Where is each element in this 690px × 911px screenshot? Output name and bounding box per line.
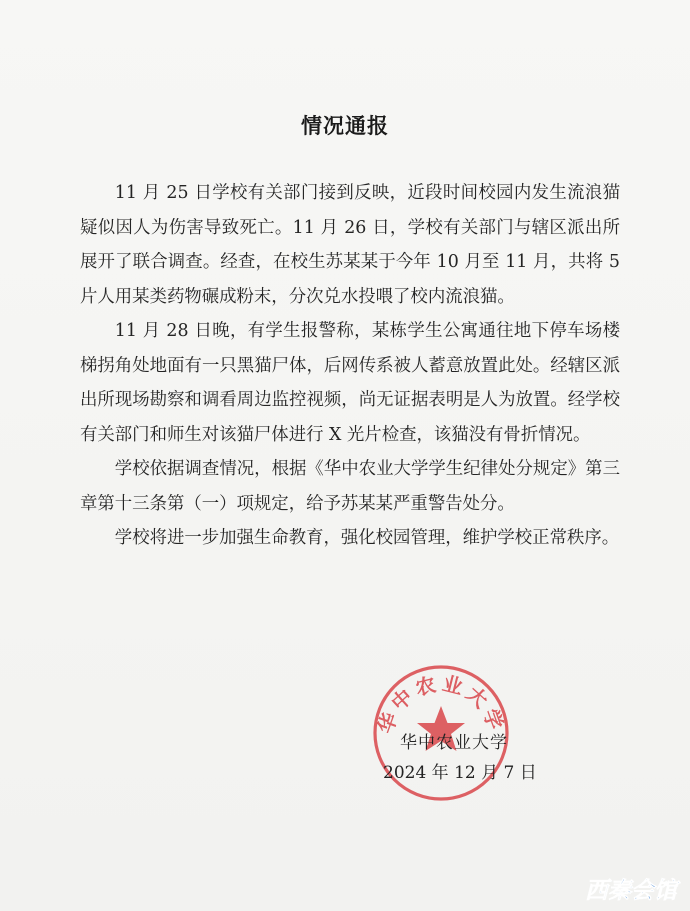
document-title: 情况通报 bbox=[301, 113, 389, 138]
signature-organization: 华中农业大学 bbox=[400, 733, 508, 753]
paragraph-2: 11 月 28 日晚，有学生报警称，某栋学生公寓通往地下停车场楼梯拐角处地面有一只黑猫尸体，后网传系被人蓄意放置此处。经辖区派出所现场勘察和调看周边监控视频，尚无证据表明是人为放置。经学校有关部门和师生对该猫尸体进行 X 光片检查，该猫没有骨折情况。 bbox=[80, 321, 620, 445]
paragraph-4: 学校将进一步加强生命教育，强化校园管理，维护学校正常秩序。 bbox=[114, 528, 620, 548]
paragraph-3: 学校依据调查情况，根据《华中农业大学学生纪律处分规定》第三章第十三条第（一）项规定，给予苏某某严重警告处分。 bbox=[80, 459, 620, 514]
watermark-text: 西秦会馆 bbox=[585, 878, 677, 904]
seal-text-path: 华中农业大学 bbox=[372, 671, 510, 737]
watermark-logo bbox=[578, 872, 684, 906]
document-body bbox=[80, 176, 620, 556]
signature-date: 2024 年 12 月 7 日 bbox=[383, 763, 537, 783]
paragraph-1: 11 月 25 日学校有关部门接到反映，近段时间校园内发生流浪猫疑似因人为伤害导致死亡。11 月 26 日，学校有关部门与辖区派出所展开了联合调查。经查，在校生苏某某于今年 10 月至 11 月，共将 5 片人用某类药物碾成粉末，分次兑水投喂了校内流浪猫。 bbox=[80, 183, 620, 307]
